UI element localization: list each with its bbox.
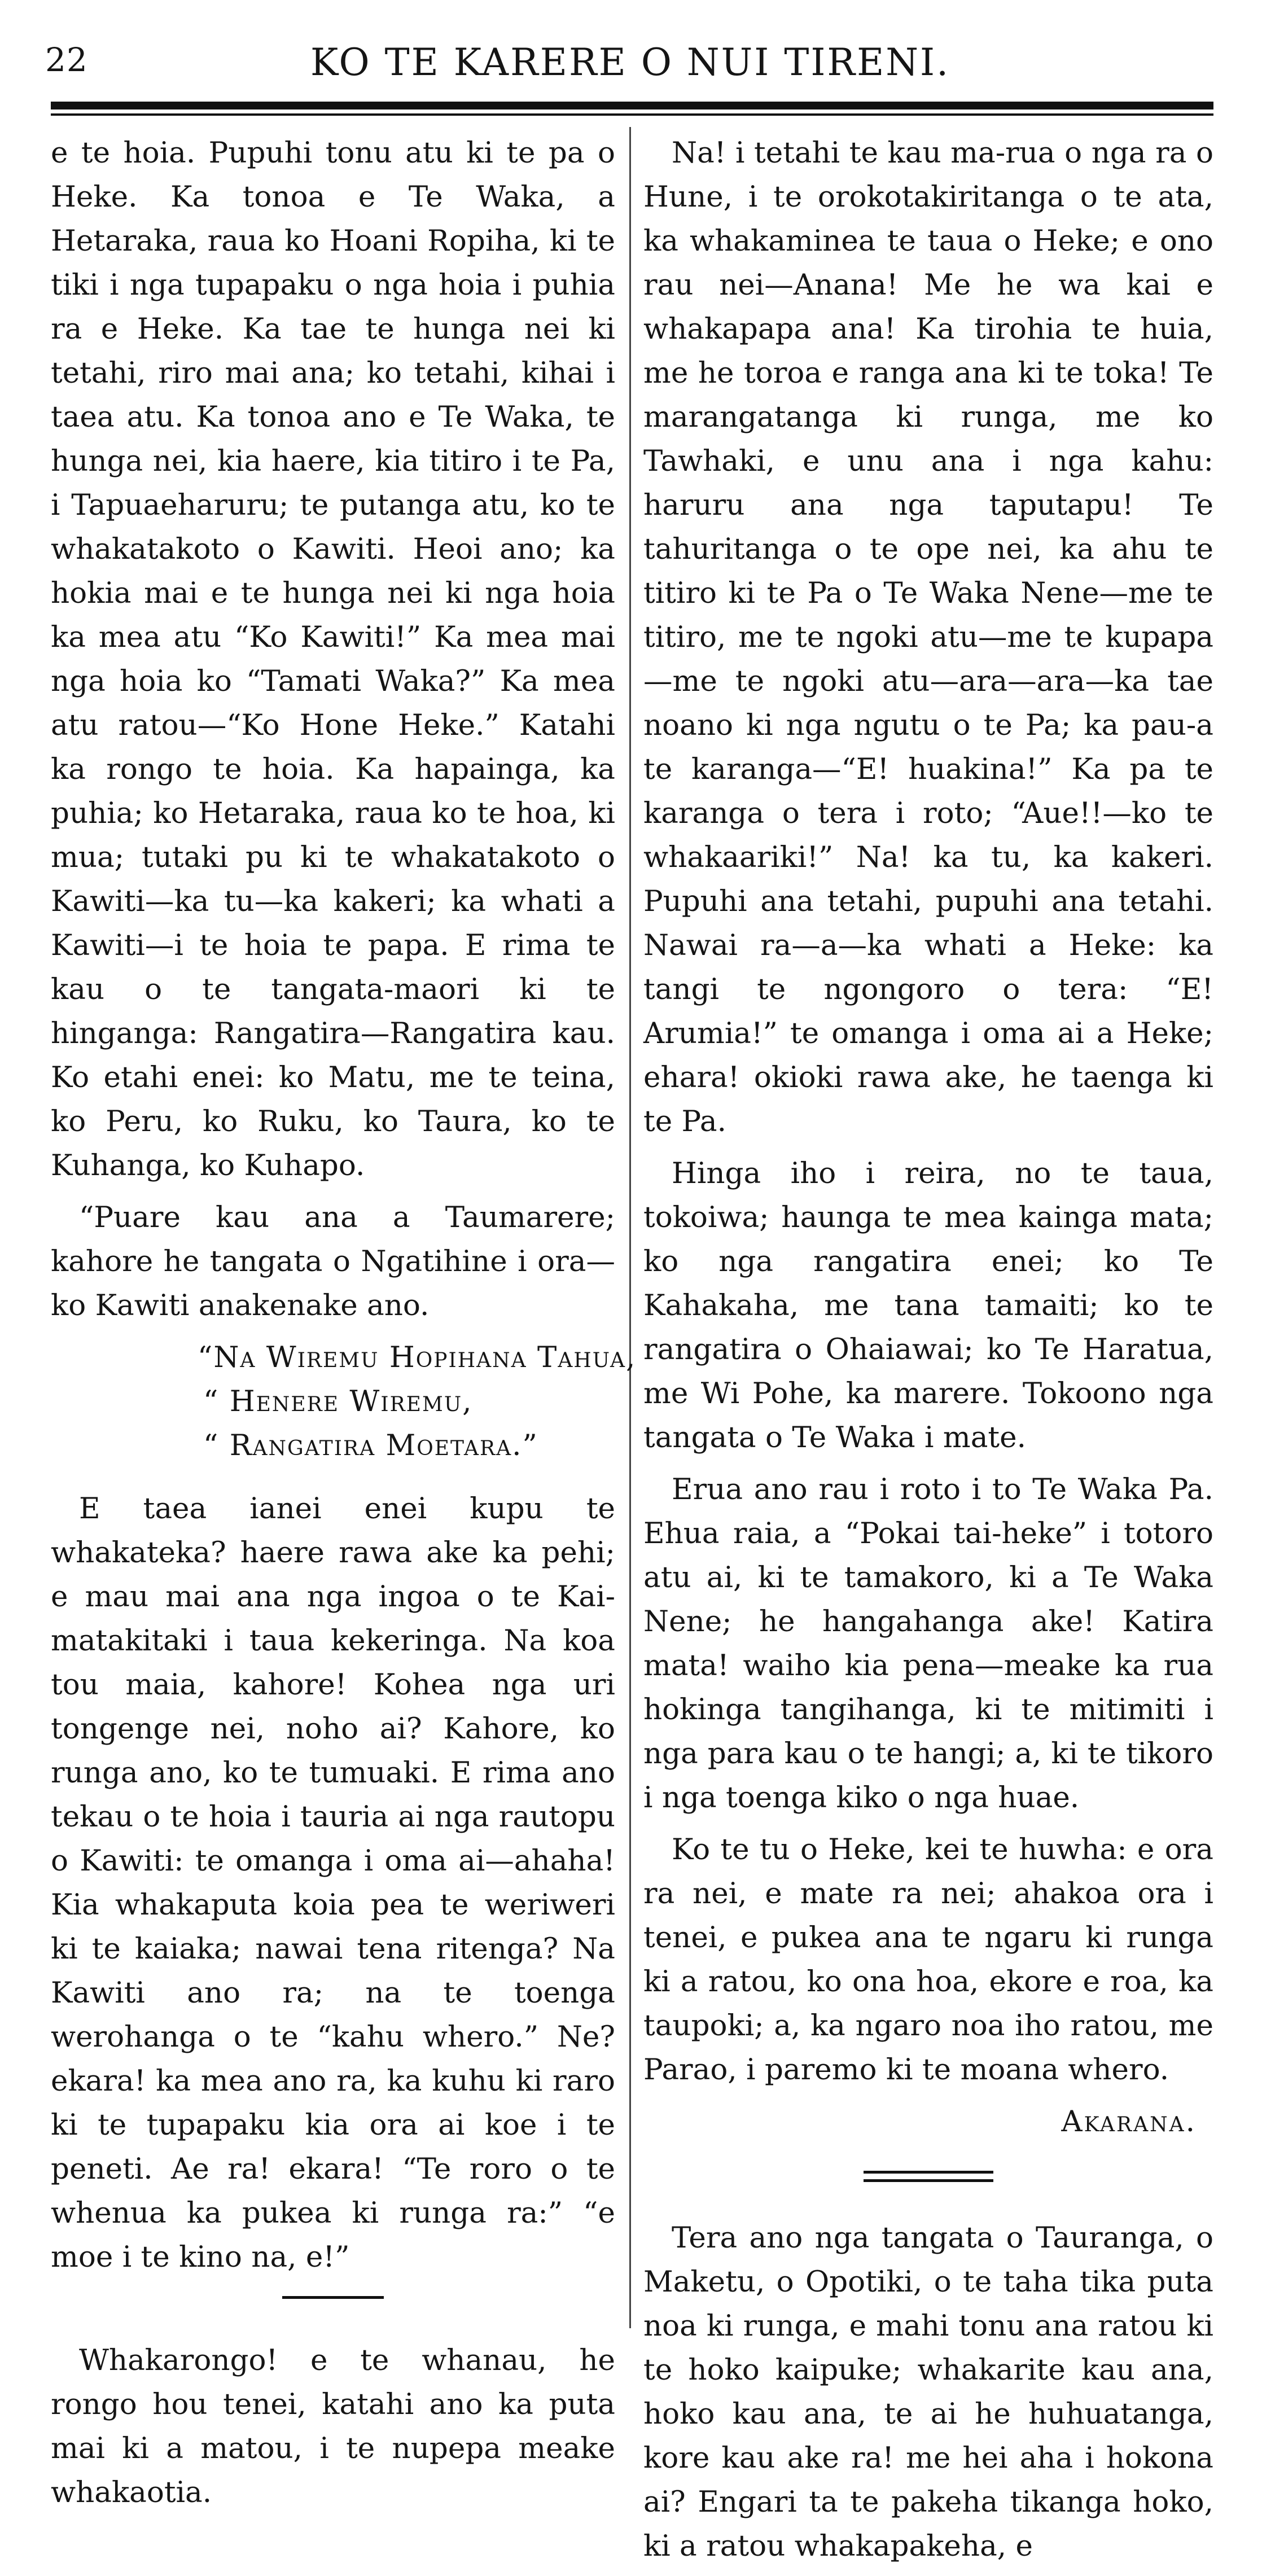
article-paragraph: Ko te tu o Heke, kei te huwha: e ora ra nei, e mate ra nei; ahakoa ora i tenei, e pukea ana te ngaru ki runga ki a ratou, ko ona hoa, ekore e roa, ka taupoki; a, ka ngaro noa iho ratou, me Parao, i paremo ki te moana whero. bbox=[643, 1833, 1213, 2087]
page-number: 22 bbox=[45, 41, 88, 79]
article-paragraph: Whakarongo! e te whanau, he rongo hou tenei, katahi ano ka puta mai ki a matou, i te nupepa meake whakaotia. bbox=[51, 2343, 615, 2509]
article-paragraph: e te hoia. Pupuhi tonu atu ki te pa o Heke. Ka tonoa e Te Waka, a Hetaraka, raua ko Hoani Ropiha, ki te tiki i nga tupapaku o nga hoia i puhia ra e Heke. Ka tae te hunga nei ki tetahi, riro mai ana; ko tetahi, kihai i taea atu. Ka tonoa ano e Te Waka, te hunga nei, kia haere, kia titiro i te Pa, i Tapuaeharuru; te putanga atu, ko te whakatakoto o Kawiti. Heoi ano; ka hokia mai e te hunga nei ki nga hoia ka mea atu “Ko Kawiti!” Ka mea mai nga hoia ko “Tamati Waka?” Ka mea atu ratou—“Ko Hone Heke.” Katahi ka rongo te hoia. Ka hapainga, ka puhia; ko Hetaraka, raua ko te hoa, ki mua; tutaki pu ki te whakatakoto o Kawiti—ka tu—ka kakeri; ka whati a Kawiti—i te hoia te papa. E rima te kau o te tangata-maori ki te hinganga: Rangatira—Rangatira kau. Ko etahi enei: ko Matu, me te teina, ko Peru, ko Ruku, ko Taura, ko te Kuhanga, ko Kuhapo. bbox=[51, 136, 615, 1182]
article-paragraph: E taea ianei enei kupu te whakateka? haere rawa ake ka pehi; e mau mai ana nga ingoa o te Kai-matakitaki i taua kekeringa. Na koa tou maia, kahore! Kohea nga uri tongenge nei, noho ai? Kahore, ko runga ano, ko te tumuaki. E rima ano tekau o te hoia i tauria ai nga rautopu o Kawiti: te omanga i oma ai—ahaha! Kia whakaputa koia pea te weriweri ki te kaiaka; nawai tena ritenga? Na Kawiti ano ra; na te toenga werohanga o te “kahu whero.” Ne? ekara! ka mea ano ra, ka kuhu ki raro ki te tupapaku kia ora ai koe i te peneti. Ae ra! ekara! “Te roro o te whenua ka pukea ki runga ra:” “e moe i te kino na, e!” bbox=[51, 1492, 615, 2274]
column-divider bbox=[629, 127, 631, 2328]
article-paragraph: Na! i tetahi te kau ma-rua o nga ra o Hune, i te orokotakiritanga o te ata, ka whakaminea te taua o Heke; e ono rau nei—Anana! Me he wa kai e whakapapa ana! Ka tirohia te huia, me he toroa e ranga ana ki te toka! Te marangatanga ki runga, me ko Tawhaki, e unu ana i nga kahu: haruru ana nga taputapu! Te tahuritanga o te ope nei, ka ahu te titiro ki te Pa o Te Waka Nene—me te titiro, me te ngoki atu—me te kupapa—me te ngoki atu—ara—ara—ka tae noano ki nga ngutu o te Pa; ka pau-a te karanga—“E! huakina!” Ka pa te karanga o tera i roto; “Aue!!—ko te whakaariki!” Na! ka tu, ka kakeri. Pupuhi ana tetahi, pupuhi ana tetahi. Nawai ra—a—ka whati a Heke: ka tangi te ngongoro o tera: “E! Arumia!” te omanga i oma ai a Heke; ehara! okioki rawa ake, he taenga ki te Pa. bbox=[643, 136, 1213, 1138]
article-paragraph: “Puare kau ana a Taumarere; kahore he tangata o Ngatihine i ora—ko Kawiti anakenake ano. bbox=[51, 1201, 615, 1322]
paper-title: KO TE KARERE O NUI TIRENI. bbox=[310, 41, 950, 84]
article-paragraph: Hinga iho i reira, no te taua, tokoiwa; haunga te mea kainga mata; ko nga rangatira enei; ko Te Kahakaha, me tana tamaiti; ko te rangatira o Ohaiawai; ko Te Haratua, me Wi Pohe, ka marere. Tokoono nga tangata o Te Waka i mate. bbox=[643, 1156, 1213, 1455]
article-paragraph: Erua ano rau i roto i to Te Waka Pa. Ehua raia, a “Pokai tai-heke” i totoro atu ai, ki te tamakoro, ki a Te Waka Nene; he hangahanga ake! Katira mata! waiho kia pena—meake ka rua hokinga tangihanga, ki te mitimiti i nga para kau o te hangi; a, ki te tikoro i nga toenga kiko o nga huae. bbox=[643, 1473, 1213, 1815]
section-separator bbox=[864, 2171, 993, 2182]
place-signature: Akarana. bbox=[1061, 2105, 1197, 2139]
signature-line: “Na Wiremu Hopihana Tahua, bbox=[198, 1340, 637, 1374]
signature-line: “ Rangatira Moetara.” bbox=[203, 1429, 538, 1462]
header-rule-thick bbox=[51, 102, 1213, 109]
left-column bbox=[51, 131, 637, 2522]
signature-line: “ Henere Wiremu, bbox=[203, 1385, 473, 1418]
signature-block bbox=[51, 1335, 637, 1467]
page-header bbox=[45, 41, 1225, 86]
section-separator bbox=[282, 2296, 384, 2299]
article-paragraph: Tera ano nga tangata o Tauranga, o Maketu, o Opotiki, o te taha tika puta noa ki runga, e mahi tonu ana ratou ki te hoko kaipuke; whakarite kau ana, hoko kau ana, te ai he huhuatanga, kore kau ake ra! me hei aha i hokona ai? Engari ta te pakeha tikanga hoko, ki a ratou whakapakeha, e bbox=[643, 2221, 1213, 2563]
header-rule-thin bbox=[51, 113, 1213, 116]
right-column bbox=[643, 131, 1213, 2576]
